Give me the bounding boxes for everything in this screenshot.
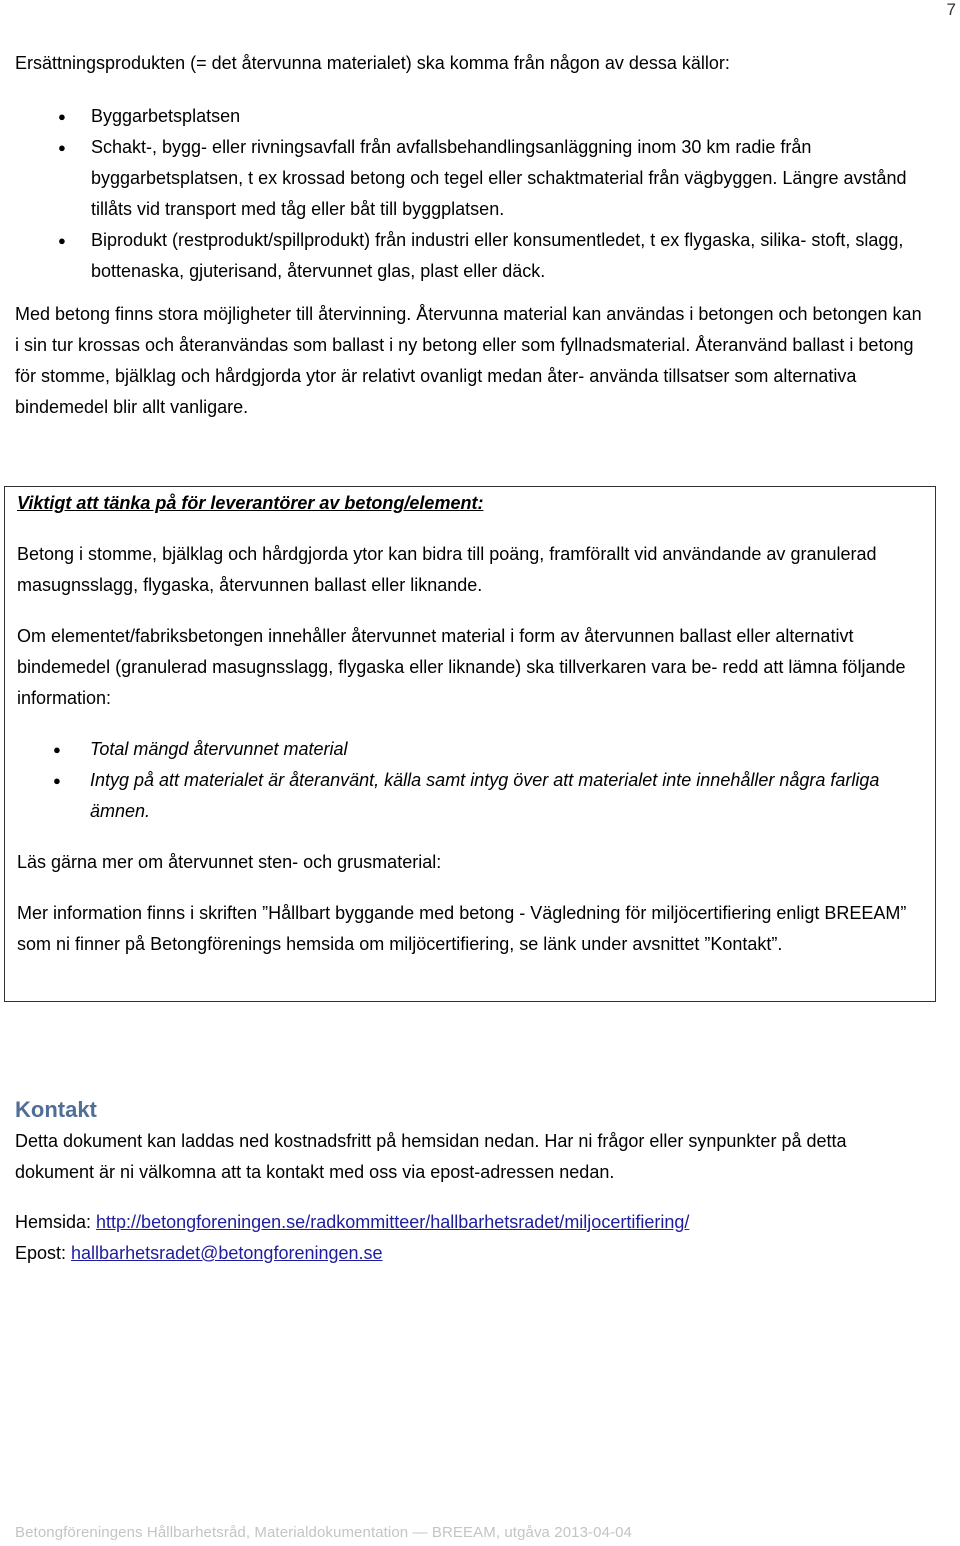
website-link[interactable]: http://betongforeningen.se/radkommitteer/hallbarhetsradet/miljocertifiering/: [96, 1212, 690, 1232]
list-item-text: Biprodukt (restprodukt/spillprodukt) från industri eller konsumentledet, t ex flygaska, silika- stoft, slagg, bottenaska, gjuterisand, återvunnet glas, plast eller däck.: [91, 230, 904, 281]
page-number: 7: [946, 0, 956, 19]
bullet-icon: ●: [58, 109, 66, 124]
sources-list: [15, 101, 927, 287]
note-paragraph: Om elementet/fabriksbetongen innehåller återvunnet material i form av återvunnen ballast eller alternativt bindemedel (granulerad masugnsslagg, flygaska eller liknande) ska tillverkaren vara be- redd att lämna följande information:: [17, 626, 906, 708]
note-box: [4, 486, 936, 1002]
contact-text: Detta dokument kan laddas ned kostnadsfritt på hemsidan nedan. Har ni frågor eller synpunkter på detta dokument är ni välkomna att ta kontakt med oss via epost-adressen nedan.: [15, 1131, 847, 1182]
note-title: Viktigt att tänka på för leverantörer av betong/element:: [17, 493, 484, 513]
info-list: [17, 734, 923, 827]
main-content: [15, 48, 927, 423]
bullet-icon: ●: [53, 773, 61, 788]
list-item-text: Byggarbetsplatsen: [91, 106, 241, 126]
email-label: Epost:: [15, 1243, 72, 1263]
note-paragraph: Mer information finns i skriften ”Hållbart byggande med betong - Vägledning för miljöcertifiering enligt BREEAM” som ni finner på Betongförenings hemsida om miljöcertifiering, se länk under avsnittet ”Kontakt”.: [17, 903, 907, 954]
email-link[interactable]: hallbarhetsradet@betongforeningen.se: [71, 1243, 383, 1263]
bullet-icon: ●: [53, 742, 61, 757]
email-line: [15, 1238, 927, 1269]
contact-heading: Kontakt: [15, 1097, 97, 1122]
contact-section: [15, 1094, 927, 1269]
list-item: [17, 765, 923, 827]
note-paragraph: Betong i stomme, bjälklag och hårdgjorda ytor kan bidra till poäng, framförallt vid användande av granulerad masugnsslagg, flygaska, återvunnen ballast eller liknande.: [17, 544, 877, 595]
list-item: [15, 225, 927, 287]
recycling-paragraph: Med betong finns stora möjligheter till återvinning. Återvunna material kan användas i betongen och betongen kan i sin tur krossas och återanvändas som ballast i ny betong eller som fyllnadsmaterial. Återanvänd ballast i betong för stomme, bjälklag och hårdgjorda ytor är relativt ovanligt medan åter- använda tillsatser som alternativa bindemedel blir allt vanligare.: [15, 304, 922, 417]
website-label: Hemsida:: [15, 1212, 97, 1232]
list-item-text: Schakt-, bygg- eller rivningsavfall från avfallsbehandlingsanläggning inom 30 km radie från byggarbetsplatsen, t ex krossad betong och tegel eller schaktmaterial från vägbyggen. Längre avstånd tillåts vid transport med tåg eller båt till byggplatsen.: [91, 137, 907, 219]
page-footer: Betongföreningens Hållbarhetsråd, Materialdokumentation — BREEAM, utgåva 2013-04-04: [15, 1524, 632, 1541]
list-item: [15, 101, 927, 132]
bullet-icon: ●: [58, 140, 66, 155]
bullet-icon: ●: [58, 233, 66, 248]
website-line: [15, 1207, 927, 1238]
list-item-text: Total mängd återvunnet material: [90, 739, 348, 759]
intro-text: Ersättningsprodukten (= det återvunna materialet) ska komma från någon av dessa källor:: [15, 53, 730, 73]
list-item-text: Intyg på att materialet är återanvänt, källa samt intyg över att materialet inte innehåller några farliga ämnen.: [90, 770, 880, 821]
list-item: [17, 734, 923, 765]
list-item: [15, 132, 927, 225]
note-paragraph: Läs gärna mer om återvunnet sten- och grusmaterial:: [17, 852, 442, 872]
